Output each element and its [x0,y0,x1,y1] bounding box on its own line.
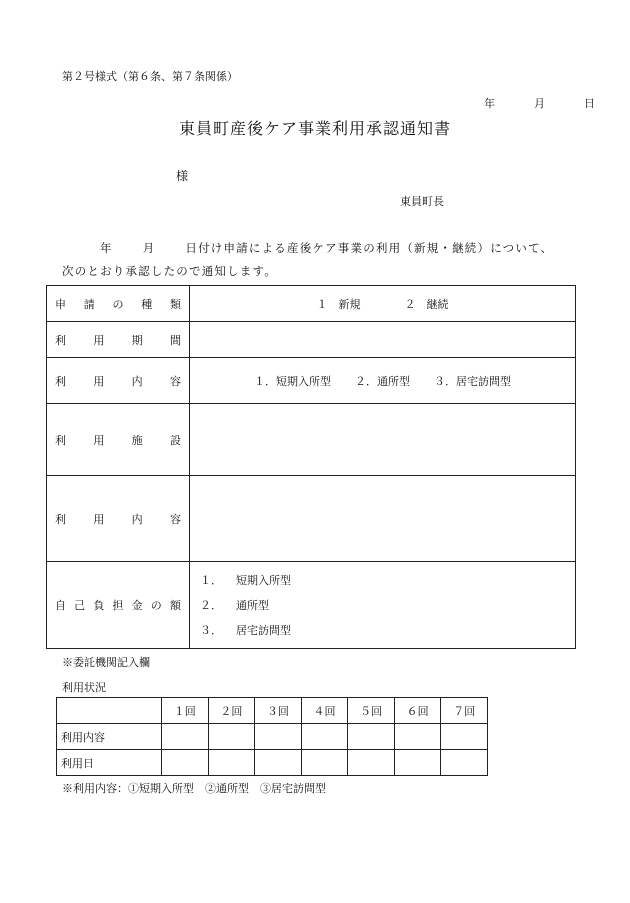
facility-row [47,404,576,476]
usage-content-label [47,358,190,404]
usage-cell[interactable] [162,750,209,776]
col-header: ２回 [208,698,255,724]
body-line-2: 次のとおり承認したので通知します。 [62,264,277,278]
label-char: 負 [93,599,105,612]
label-char: 利 [55,512,66,526]
usage-content2-row [47,476,576,562]
date-line [484,95,595,111]
body-year-label: 年 [100,241,113,255]
corner-cell [57,698,162,724]
option-short-stay: １．短期入所型 [254,374,331,388]
label-char: 類 [170,297,181,311]
usage-cell[interactable] [255,724,302,750]
document-title: 東員町産後ケア事業利用承認通知書 [178,119,451,138]
label-char: 期 [131,333,143,347]
usage-content-value[interactable] [190,358,576,404]
application-type-row [47,286,576,322]
label-char: 設 [169,433,181,447]
usage-date-row [57,750,488,776]
col-header: ３回 [255,698,302,724]
usage-cell[interactable] [348,750,395,776]
facility-value[interactable] [190,404,576,476]
date-year-label: 年 [484,97,495,110]
self-burden-row [47,562,576,649]
label-char: 申 [55,297,66,311]
label-char: 間 [169,333,181,347]
usage-cell[interactable] [441,724,488,750]
label-char: 内 [131,512,143,526]
usage-cell[interactable] [208,750,255,776]
usage-header-row [57,698,488,724]
label-char: 用 [93,433,105,447]
label-char: 用 [93,374,105,388]
application-type-label [47,286,190,322]
burden-item: １． 短期入所型 [200,573,291,587]
label-char: 種 [141,297,153,311]
label-char: 利 [55,333,66,347]
usage-status-title: 利用状況 [62,681,106,694]
label-char: 自 [55,599,66,612]
label-char: 容 [169,374,181,388]
usage-period-value[interactable] [190,322,576,358]
usage-cell[interactable] [162,724,209,750]
issuer-name: 東員町長 [400,195,444,208]
usage-cell[interactable] [394,724,441,750]
footer-note: ※利用内容：①短期入所型 ②通所型 ③居宅訪問型 [62,782,326,795]
approval-table [46,285,576,649]
label-char: 利 [55,433,66,447]
option-home-visit: ３．居宅訪問型 [434,374,511,388]
self-burden-label [47,562,190,649]
usage-content2-label [47,476,190,562]
date-day-label: 日 [584,97,595,110]
label-char: 利 [55,374,66,388]
usage-cell[interactable] [301,724,348,750]
usage-cell[interactable] [348,724,395,750]
option-new: １ 新規 [316,297,361,311]
label-char: の [150,599,162,612]
label-char: 用 [93,333,105,347]
burden-item: ２． 通所型 [200,598,269,612]
option-day-care: ２．通所型 [355,374,410,388]
label-char: 担 [112,599,124,612]
addressee-suffix: 様 [176,169,189,183]
usage-content-row [47,358,576,404]
label-char: 施 [131,433,143,447]
label-char: 額 [169,599,181,612]
label-char: 内 [131,374,143,388]
application-type-value[interactable] [190,286,576,322]
entrusted-note: ※委託機関記入欄 [62,656,150,669]
label-char: 請 [83,297,95,311]
usage-period-row [47,322,576,358]
option-continue: ２ 継続 [404,297,449,311]
facility-label [47,404,190,476]
usage-cell[interactable] [208,724,255,750]
body-line-1 [100,240,553,256]
row-label: 利用日 [57,750,162,776]
label-char: 己 [74,599,86,612]
date-month-label: 月 [534,97,545,110]
col-header: ４回 [301,698,348,724]
body-text-rest: 日付け申請による産後ケア事業の利用（新規・継続）について、 [185,241,554,255]
col-header: ６回 [394,698,441,724]
usage-cell[interactable] [301,750,348,776]
col-header: １回 [162,698,209,724]
form-number-label: 第２号様式（第６条、第７条関係） [62,70,238,83]
burden-item: ３． 居宅訪問型 [200,623,291,637]
usage-status-table [56,697,488,776]
usage-period-label [47,322,190,358]
label-char: 容 [169,512,181,526]
row-label: 利用内容 [57,724,162,750]
label-char: 用 [93,512,105,526]
usage-cell[interactable] [255,750,302,776]
usage-cell[interactable] [394,750,441,776]
self-burden-value[interactable] [190,562,576,649]
label-char: 金 [131,599,143,612]
body-month-label: 月 [142,241,156,255]
label-char: の [112,297,124,311]
usage-cell[interactable] [441,750,488,776]
col-header: ５回 [348,698,395,724]
col-header: ７回 [441,698,488,724]
usage-content2-value[interactable] [190,476,576,562]
usage-content-row [57,724,488,750]
